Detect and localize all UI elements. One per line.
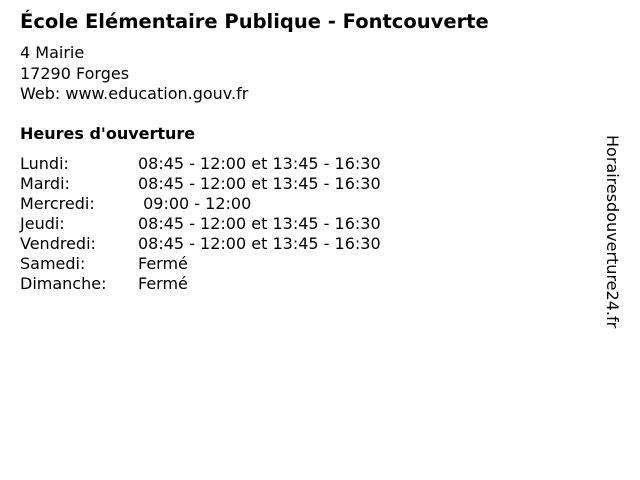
opening-hours-heading: Heures d'ouverture [20, 124, 196, 143]
day-label: Mercredi: [20, 194, 95, 213]
time-value: 08:45 - 12:00 et 13:45 - 16:30 [138, 234, 381, 253]
time-value: Fermé [138, 254, 188, 273]
time-value: 08:45 - 12:00 et 13:45 - 16:30 [138, 154, 381, 173]
time-value: 08:45 - 12:00 et 13:45 - 16:30 [138, 214, 381, 233]
day-label: Vendredi: [20, 234, 96, 253]
address-web: Web: www.education.gouv.fr [20, 84, 249, 103]
time-value: 08:45 - 12:00 et 13:45 - 16:30 [138, 174, 381, 193]
time-value: 09:00 - 12:00 [138, 194, 252, 213]
day-label: Mardi: [20, 174, 70, 193]
time-value: Fermé [138, 274, 188, 293]
site-watermark: Horairesdouverture24.fr [603, 135, 622, 329]
day-label: Dimanche: [20, 274, 107, 293]
address-block [20, 43, 248, 105]
page-title: École Elémentaire Publique - Fontcouverte [20, 10, 489, 33]
address-street: 4 Mairie [20, 43, 85, 62]
address-city: 17290 Forges [20, 63, 130, 83]
day-label: Samedi: [20, 254, 86, 273]
day-label: Jeudi: [20, 214, 65, 233]
day-label: Lundi: [20, 154, 69, 173]
